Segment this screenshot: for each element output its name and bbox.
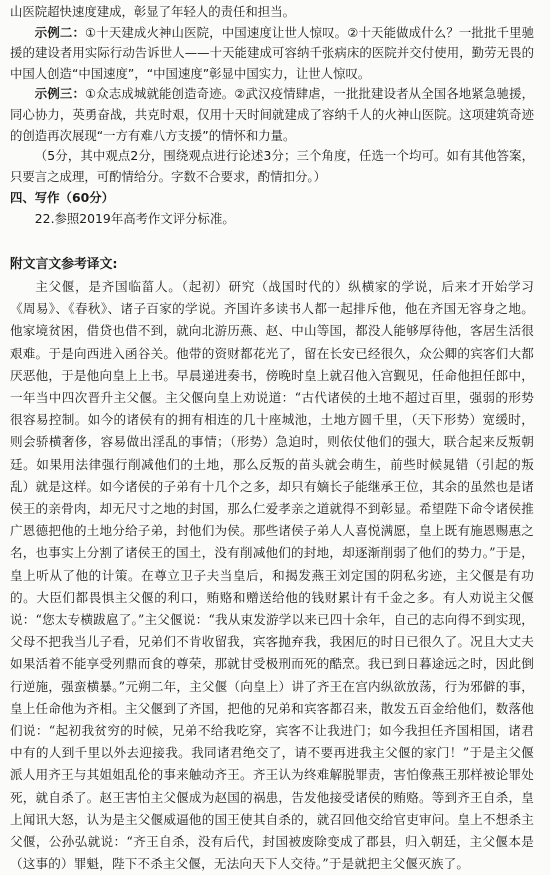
section-4-heading: 四、写作（60分） — [10, 190, 114, 206]
example-3-label: 示例三： — [34, 86, 85, 102]
translation-text: 主父偃，是齐国临菑人。（起初）研究（战国时代的）纵横家的学说，后来才开始学习《周易》、《春秋》、诸子百家的学说。齐国许多读书人都一起排斥他，他在齐国无容身之地。他家境贫困，借贷也借不到，就向北游历燕、赵、中山等国，都没人能够厚待他，客居生活很艰难。于是向西进入函谷关。他带的资财都花光了，留在长安已经很久，众公卿的宾客们大都厌恶他，于是他向皇上上书。早晨递进奏书，傍晚时皇上就召他入宫觐见，任命他担任郎中，一年当中四次晋升主父偃。主父偃向皇上劝说道：“古代诸侯的土地不超过百里，强弱的形势很容易控制。如今的诸侯有的拥有相连的几十座城池，土地方圆千里，（天下形势）宽缓时，则会骄横奢侈，容易做出淫乱的事情；（形势）急迫时，则依仗他们的强大，联合起来反叛朝廷。如果用法律强行削减他们的土地，那么反叛的苗头就会萌生，前些时候晁错（引起的叛乱）就是这样。如今诸侯的子弟有十几个之多，却只有嫡长子能继承王位，其余的虽然也是诸侯王的亲骨肉，却无尺寸之地的封国，那么仁爱孝亲之道就得不到彰显。希望陛下命令诸侯推广恩德把他的土地分给子弟，封他们为侯。那些诸侯子弟人人喜悦满愿，皇上既有施恩赐惠之名，也事实上分割了诸侯王的国土，没有削减他们的封地，却逐渐削弱了他们的势力。”于是，皇上听从了他的计策。在尊立卫子夫当皇后，和揭发燕王刘定国的阴私劣迹，主父偃是有功的。大臣们都畏惧主父偃的利口，贿赂和赠送给他的钱财累计有千金之多。有人劝说主父偃说：“您太专横跋扈了。”主父偃说：“我从束发游学以来已四十余年，自己的志向得不到实现，父母不把我当儿子看，兄弟们不肯收留我，宾客抛弃我，我困厄的时日已很久了。况且大丈夫如果活着不能享受列鼎而食的尊荣，那就甘受极刑而死的酷烹。我已到日暮途远之时，因此倒行逆施，强蛮横暴。”元朔二年，主父偃（向皇上）讲了齐王在宫内纵欲放荡，行为邪僻的事，皇上任命他为齐相。主父偃到了齐国，把他的兄弟和宾客都召来，散发五百金给他们，数落他们说：“起初我贫穷的时候，兄弟不给我吃穿，宾客不让我进门；如今我担任齐国相国，诸君中有的人到千里以外去迎接我。我同诸君绝交了，请不要再进我主父偃的家门！”于是主父偃派人用齐王与其姐姐乱伦的事来触动齐王。齐王认为终难解脱罪责，害怕像燕王那样被论罪处死，就自杀了。赵王害怕主父偃成为赵国的祸患，告发他接受诸侯的贿赂。等到齐王自杀，皇上闻讯大怒，认为是主父偃威逼他的国王使其自杀的，就召回他交给官吏审问。皇上不想杀主父偃，公孙弘就说：“齐王自杀，没有后代，封国被废除变成了郡县，归入朝廷，主父偃本是（这事的）罪魁，陛下不杀主父偃，无法向天下人交待。”于是就把主父偃灭族了。 — [10, 278, 534, 872]
example-2-text: ①十天建成火神山医院，中国速度让世人惊叹。②十天能做成什么？一批批千里驰援的建设者用实际行动告诉世人——十天能建成可容纳千张病床的医院并交付使用，勤劳无畏的中国人创造“中国速度”，“中国速度”彰显中国实力，让世人惊叹。 — [10, 24, 535, 81]
example-2 — [10, 23, 534, 85]
blank-gap — [10, 230, 534, 252]
appendix-title: 附文言文参考译文: — [10, 256, 118, 272]
example-2-label: 示例二： — [34, 24, 85, 40]
scoring-note: （5分，其中观点2分，围绕观点进行论述3分；三个角度，任选一个均可。如有其他答案，只要言之成理，可酌情给分。字数不合要求，酌情扣分。） — [10, 148, 534, 184]
example-3-text: ①众志成城就能创造奇迹。②武汉疫情肆虐，一批批建设者从全国各地紧急驰援，同心协力，英勇奋战，共克时艰，仅用十天时间就建成了容纳千人的火神山医院。这项建筑奇迹的创造再次展现“一方有难八方支援”的情怀和力量。 — [10, 86, 535, 143]
example-3 — [10, 84, 534, 146]
top-line: 山医院超快速度建成，彰显了年轻人的责任和担当。 — [10, 4, 295, 19]
question-22: 22.参照2019年高考作文评分标准。 — [34, 211, 235, 227]
